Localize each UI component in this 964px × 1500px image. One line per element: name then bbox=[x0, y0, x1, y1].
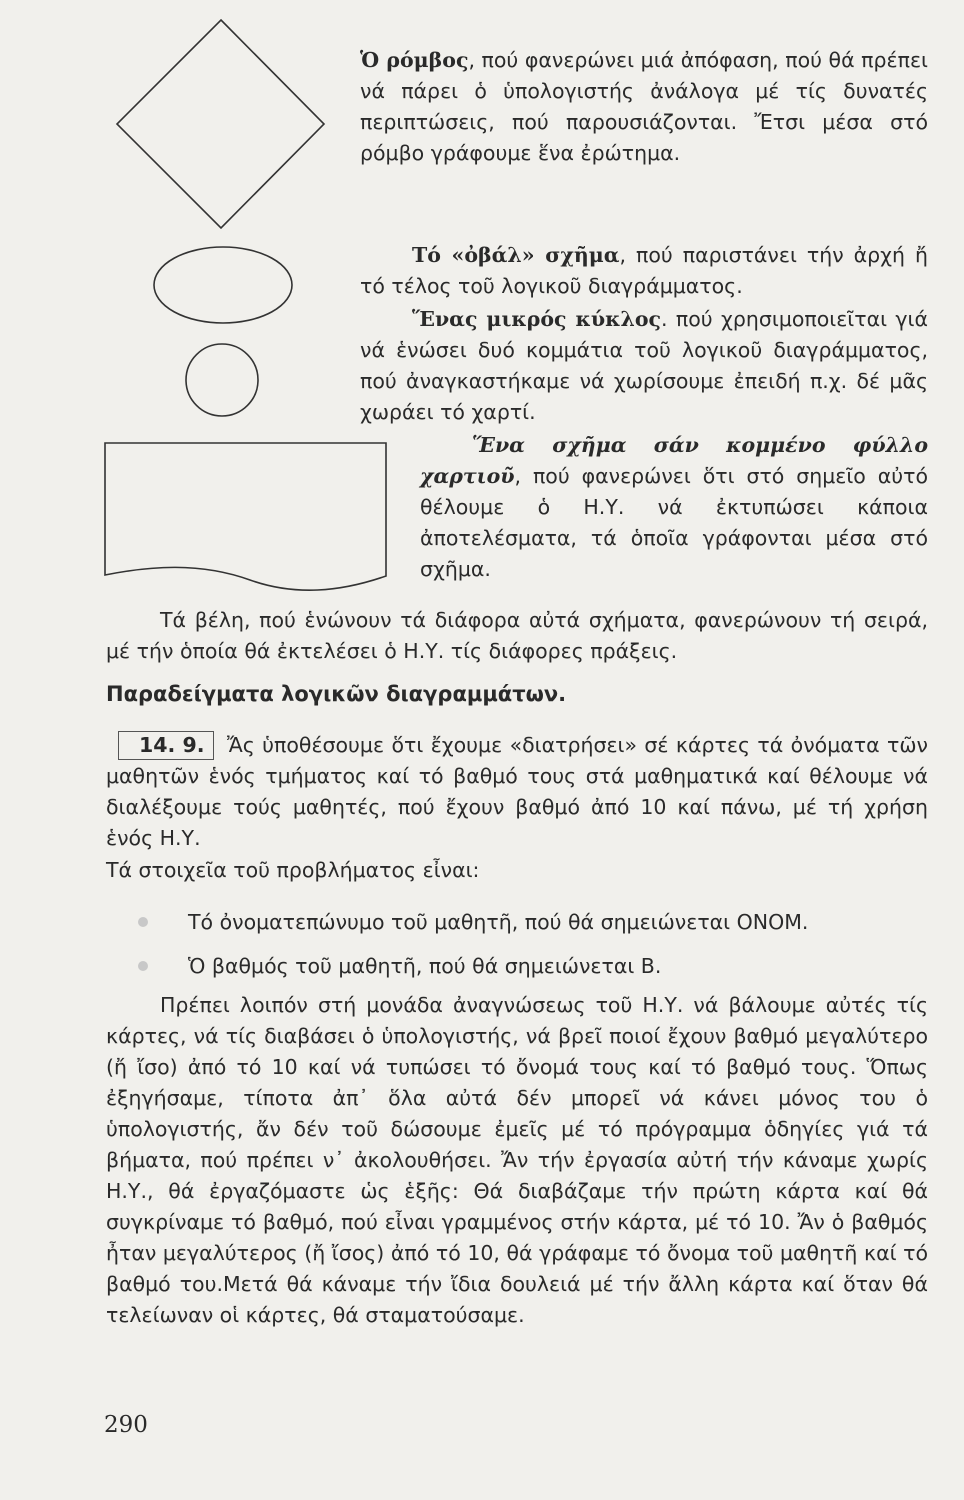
problem-elements-intro: Τά στοιχεῖα τοῦ προβλήματος εἶναι: bbox=[106, 858, 480, 882]
closing-paragraph: Πρέπει λοιπόν στή μονάδα ἀναγνώσεως τοῦ Η.Υ. νά βάλουμε αὐτές τίς κάρτες, νά τίς διαβάσει ὁ ὑπολογιστής, νά βρεῖ ποιοί ἔχουν βαθμό μεγαλύτερο (ἤ ἴσο) ἀπό τό 10 καί νά τυπώσει τό ὄνομά τους καί τό βαθμό τους. Ὅπως ἐξηγήσαμε, τίποτα ἀπ᾿ ὅλα αὐτά δέν μπορεῖ νά κάνει μόνος του ὁ ὑπολογιστής, ἄν δέν τοῦ δώσουμε ἐμεῖς μέ τό πρόγραμμα ὁδηγίες γιά τά βήματα, πού πρέπει ν᾿ ἀκολουθήσει. Ἄν τήν ἐργασία αὐτή τήν κάναμε χωρίς Η.Υ., θά ἐργαζόμαστε ὡς ἑξῆς: Θά διαβάζαμε τήν πρώτη κάρτα καί θά συγκρίναμε τό βαθμό, πού εἶναι γραμμένος στήν κάρτα, μέ τό 10. Ἄν ὁ βαθμός ἦταν μεγαλύτερος (ἤ ἴσος) ἀπό τό 10, θά γράφαμε τό ὄνομα τοῦ μαθητῆ καί τό βαθμό του.Μετά θά κάναμε τήν ἴδια δουλειά μέ τήν ἄλλη κάρτα καί ὅταν θά τελείωναν οἱ κάρτες, θά σταματούσαμε. bbox=[106, 993, 928, 1327]
example-number-box: 14. 9. bbox=[118, 731, 214, 760]
list-item: Τό ὀνοματεπώνυμο τοῦ μαθητῆ, πού θά σημειώνεται ΟΝΟΜ. bbox=[138, 900, 938, 944]
arrows-paragraph: Τά βέλη, πού ἑνώνουν τά διάφορα αὐτά σχήματα, φανερώνουν τή σειρά, μέ τήν ὁποία θά ἐκτελέσει ὁ Η.Υ. τίς διάφορες πράξεις. bbox=[106, 608, 928, 663]
section-heading: Παραδείγματα λογικῶν διαγραμμάτων. bbox=[106, 682, 567, 706]
rhombus-symbol bbox=[117, 20, 324, 228]
connector-circle-symbol bbox=[186, 344, 258, 416]
oval-symbol bbox=[154, 247, 292, 323]
bullet-icon bbox=[138, 961, 148, 971]
problem-elements-list bbox=[138, 900, 938, 988]
oval-description: Τό «ὀβάλ» σχῆμα, πού παριστάνει τήν ἀρχή ἤ τό τέλος τοῦ λογικοῦ διαγράμματος. bbox=[360, 243, 929, 298]
document-symbol bbox=[105, 443, 386, 590]
document-description: Ἕνα σχῆμα σάν κομμένο φύλλο χαρτιοῦ, πού φανερώνει ὅτι στό σημεῖο αὐτό θέλουμε ὁ Η.Υ. νά ἐκτυπώσει κάποια ἀποτελέσματα, τά ὁποῖα γράφονται μέσα στό σχῆμα. bbox=[420, 433, 928, 581]
list-item: Ὁ βαθμός τοῦ μαθητῆ, πού θά σημειώνεται Β. bbox=[138, 944, 938, 988]
circle-description: Ἕνας μικρός κύκλος. πού χρησιμοποιεῖται γιά νά ἑνώσει δυό κομμάτια τοῦ λογικοῦ διαγράμματος, πού ἀναγκαστήκαμε νά χωρίσουμε ἐπειδή π.χ. δέ μᾶς χωράει τό χαρτί. bbox=[360, 307, 928, 424]
example-paragraph: 14. 9. Ἄς ὑποθέσουμε ὅτι ἔχουμε «διατρήσει» σέ κάρτες τά ὀνόματα τῶν μαθητῶν ἑνός τμήματος καί τό βαθμό τους στά μαθηματικά καί θέλουμε νά διαλέξουμε τούς μαθητές, πού ἔχουν βαθμό ἀπό 10 καί πάνω, μέ τή χρήση ἑνός Η.Υ. bbox=[106, 733, 928, 850]
rhombus-description: Ὁ ρόμβος, πού φανερώνει μιά ἀπόφαση, πού θά πρέπει νά πάρει ὁ ὑπολογιστής ἀνάλογα μέ τίς δυνατές περιπτώσεις, πού παρουσιάζονται. Ἔτσι μέσα στό ρόμβο γράφουμε ἕνα ἐρώτημα. bbox=[360, 48, 928, 165]
bullet-icon bbox=[138, 917, 148, 927]
page-number: 290 bbox=[104, 1412, 148, 1438]
